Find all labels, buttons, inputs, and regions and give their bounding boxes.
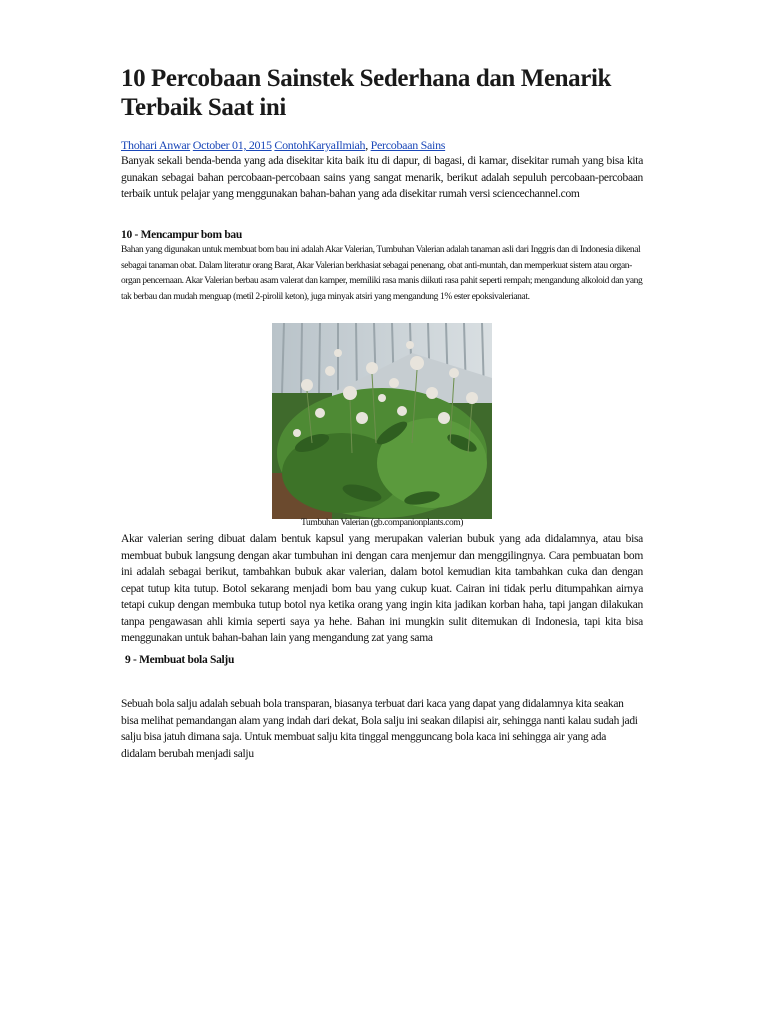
section-10-body: Akar valerian sering dibuat dalam bentuk kapsul yang merupakan valerian bubuk yang ada didalamnya, atau bisa membuat bubuk langsung dengan akar tumbuhan ini dengan cara menjemur dan menggilingnya. Cara pembuatan bom ini adalah sebagai berikut, tambahkan bubuk akar valerian, dalam botol kemudian kita tambahkan cuka dan dengan cepat tutup kita tutup. Botol sekarang menjadi bom bau yang cukup kuat. Cairan ini tidak perlu ditumpahkan airnya tetapi cukup dengan membuka tutup botol nya ketika orang yang ingin kita jadikan korban haha, tapi jangan dilakukan tanpa pengawasan ahli kimia seperti saya ya hehe. Bahan ini mungkin sulit ditemukan di Indonesia, tapi kita bisa menggunakan untuk bahan-bahan lain yang mengandung zat yang sama: [121, 533, 643, 644]
date-link[interactable]: October 01, 2015: [192, 138, 272, 152]
category-separator: ,: [365, 138, 368, 152]
section-9-body: Sebuah bola salju adalah sebuah bola transparan, biasanya terbuat dari kaca yang dapat yang didalamnya kita seakan bisa melihat pemandangan alam yang indah dari dekat, Bola salju ini seakan dilapisi air, sehingga nanti kalau sudah jadi salju bisa jatuh dimana saja. Untuk membuat salju kita tinggal mengguncang bola kaca ini sehingga air yang ada didalam berubah menjadi salju: [121, 698, 638, 760]
intro-paragraph: Banyak sekali benda-benda yang ada disekitar kita baik itu di dapur, di bagasi, di kamar, disekitar rumah yang bisa kita gunakan sebagai bahan percobaan-percobaan sains yang sangat menarik, berikut adalah sepuluh percobaan-percobaan terbaik untuk pelajar yang menggunakan bahan-bahan yang ada disekitar rumah versi sciencechannel.com: [121, 155, 643, 200]
article-title: 10 Percobaan Sainstek Sederhana dan Menarik Terbaik Saat ini: [121, 65, 612, 121]
section-10-description: Bahan yang digunakan untuk membuat bom bau ini adalah Akar Valerian, Tumbuhan Valerian adalah tanaman asli dari Inggris dan di Indonesia dikenal sebagai tanaman obat. Dalam literatur orang Barat, Akar Valerian berkhasiat sebagai penenang, obat anti-muntah, dan memperkuat sistem atau organ-organ pencernaan. Akar Valerian berbau asam valerat dan kamper, memiliki rasa manis diikuti rasa pahit seperti rempah; mengandung alkoloid dan yang tak berbau dan mudah menguap (metil 2-pirolil keton), juga minyak atsiri yang mengandung 1% ester epoksivalerianat.: [121, 245, 643, 302]
author-link[interactable]: Thohari Anwar: [121, 138, 191, 152]
section-10-title: 10 - Mencampur bom bau: [121, 229, 242, 241]
section-9-title: 9 - Membuat bola Salju: [125, 654, 235, 666]
article-meta: [121, 138, 445, 153]
image-caption: Tumbuhan Valerian (gb.companionplants.com): [300, 518, 464, 528]
category-link-percobaan[interactable]: Percobaan Sains: [370, 138, 446, 152]
valerian-plant-image: [272, 323, 492, 519]
category-link-contoh[interactable]: ContohKaryaIlmiah: [274, 138, 366, 152]
